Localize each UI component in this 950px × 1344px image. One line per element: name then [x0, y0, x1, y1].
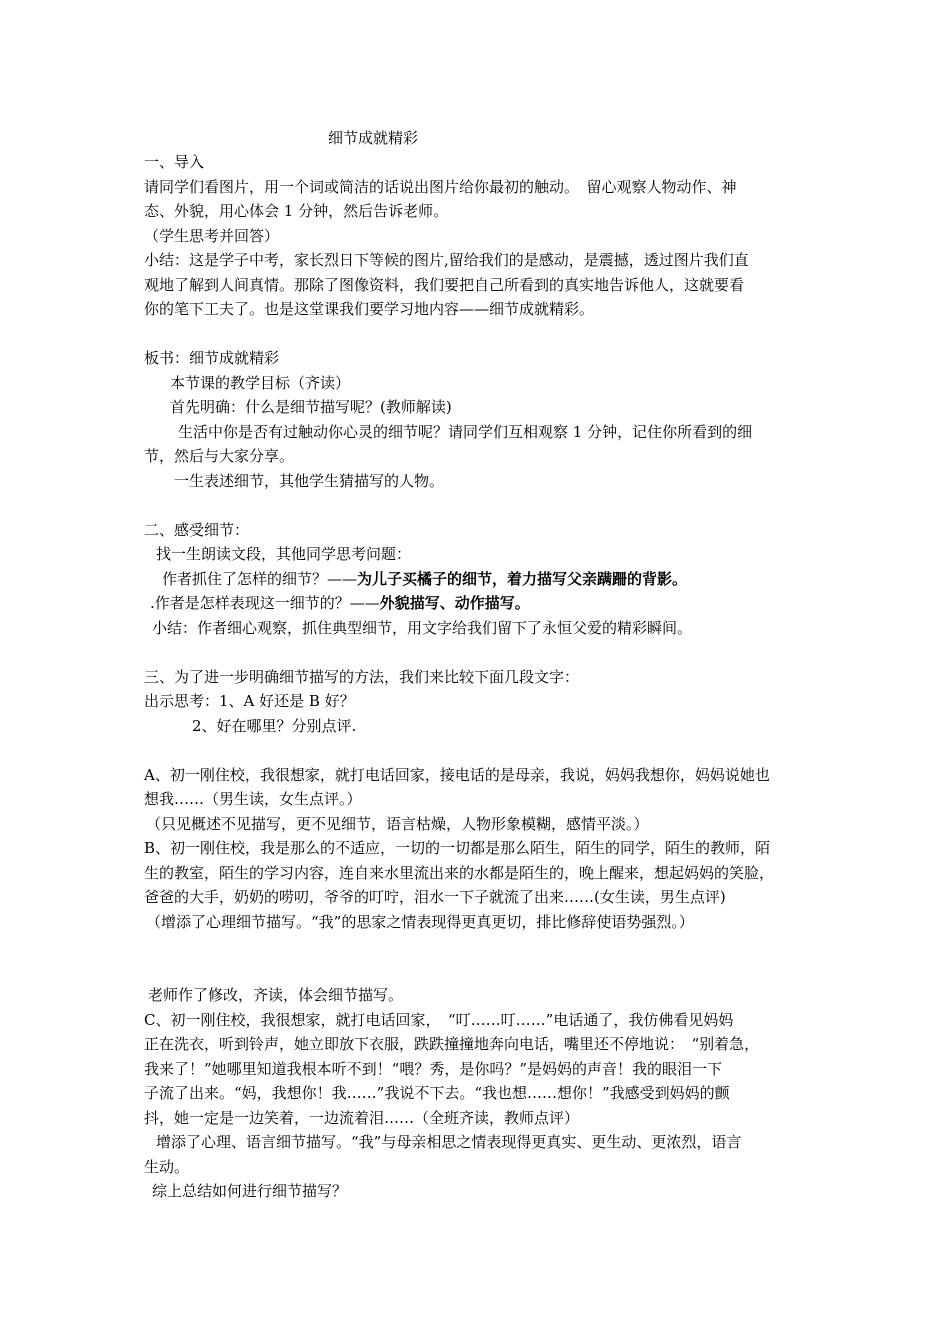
passage-a-line: 想我……（男生读，女生点评。） [144, 790, 362, 808]
teaching-goal: 本节课的教学目标（齐读） [170, 374, 351, 392]
paragraph-line: 找一生朗读文段，其他同学思考问题： [156, 545, 412, 563]
question-line [150, 591, 530, 616]
passage-a-comment: （只见概述不见描写，更不见细节，语言枯燥，人物形象模糊，感情平淡。） [146, 815, 649, 833]
conclusion-question: 综上总结如何进行细节描写？ [152, 1182, 348, 1200]
paragraph-line: 节，然后与大家分享。 [144, 447, 295, 465]
paragraph-line: 请同学们看图片，用一个词或简洁的话说出图片给你最初的触动。 留心观察人物动作、神 [144, 178, 737, 196]
paragraph-line: 生活中你是否有过触动你心灵的细节呢？请同学们互相观察 1 分钟，记住你所看到的细 [178, 423, 753, 441]
question-text: .作者是怎样表现这一细节的？—— [150, 594, 380, 612]
passage-c-line: 子流了出来。“妈，我想你！我……”我说不下去。“我也想……想你！”我感受到妈妈的颤 [144, 1084, 730, 1102]
passage-c-comment: 生动。 [144, 1158, 190, 1176]
document-title: 细节成就精彩 [328, 129, 419, 147]
question-answer: 外貌描写、动作描写。 [379, 594, 530, 612]
passage-b-line: B、初一刚住校，我是那么的不适应，一切的一切都是那么陌生，陌生的同学，陌生的教师，陌 [144, 839, 771, 857]
think-line: 2、好在哪里？分别点评. [192, 717, 357, 735]
definition-line: 首先明确：什么是细节描写呢？(教师解读) [170, 398, 452, 416]
question-text: 作者抓住了怎样的细节？—— [162, 570, 358, 588]
passage-c-line: 抖，她一定是一边笑着，一边流着泪……（全班齐读，教师点评） [144, 1109, 580, 1127]
paragraph-line: 小结：这是学子中考，家长烈日下等候的图片,留给我们的是感动，是震撼，透过图片我们直 [144, 251, 749, 269]
student-note: （学生思考并回答） [144, 227, 280, 245]
passage-b-line: 爸爸的大手，奶奶的唠叨，爷爷的叮咛，泪水一下子就流了出来……(女生读，男生点评) [144, 888, 726, 906]
passage-a-line: A、初一刚住校，我很想家，就打电话回家，接电话的是母亲，我说，妈妈我想你，妈妈说她也 [144, 766, 770, 784]
passage-c-line: C、初一刚住校，我很想家，就打电话回家， “叮……叮……”电话通了，我仿佛看见妈妈 [144, 1011, 734, 1029]
think-line: 出示思考：1、A 好还是 B 好？ [144, 692, 355, 710]
paragraph-line: 观地了解到人间真情。那除了图像资料，我们要把自己所看到的真实地告诉他人，这就要看 [144, 276, 745, 294]
summary-line: 小结：作者细心观察，抓住典型细节，用文字给我们留下了永恒父爱的精彩瞬间。 [152, 619, 693, 637]
section-heading-intro: 一、导入 [144, 153, 205, 171]
passage-c-line: 我来了！”她哪里知道我根本听不到！“喂？秀，是你吗？”是妈妈的声音！我的眼泪一下 [144, 1060, 723, 1078]
passage-c-comment: 增添了心理、语言细节描写。“我”与母亲相思之情表现得更真实、更生动、更浓烈，语言 [156, 1133, 742, 1151]
question-answer: 为儿子买橘子的细节，着力描写父亲蹒跚的背影。 [357, 570, 688, 588]
question-line [162, 567, 687, 592]
passage-b-line: 生的教室，陌生的学习内容，连自来水里流出来的水都是陌生的，晚上醒来，想起妈妈的笑脸， [144, 864, 775, 882]
passage-b-comment: （增添了心理细节描写。“我”的思家之情表现得更真更切，排比修辞使语势强烈。） [146, 913, 694, 931]
board-title: 板书：细节成就精彩 [144, 349, 280, 367]
section-heading-compare: 三、为了进一步明确细节描写的方法，我们来比较下面几段文字： [144, 668, 580, 686]
teacher-note: 老师作了修改，齐读，体会细节描写。 [148, 986, 404, 1004]
paragraph-line: 态、外貌，用心体会 1 分钟，然后告诉老师。 [144, 202, 449, 220]
paragraph-line: 你的笔下工夫了。也是这堂课我们要学习地内容——细节成就精彩。 [144, 300, 595, 318]
passage-c-line: 正在洗衣，听到铃声，她立即放下衣服，跌跌撞撞地奔向电话，嘴里还不停地说： “别着急， [144, 1035, 760, 1053]
paragraph-line: 一生表述细节，其他学生猜描写的人物。 [174, 472, 445, 490]
section-heading-feel: 二、感受细节： [144, 521, 250, 539]
